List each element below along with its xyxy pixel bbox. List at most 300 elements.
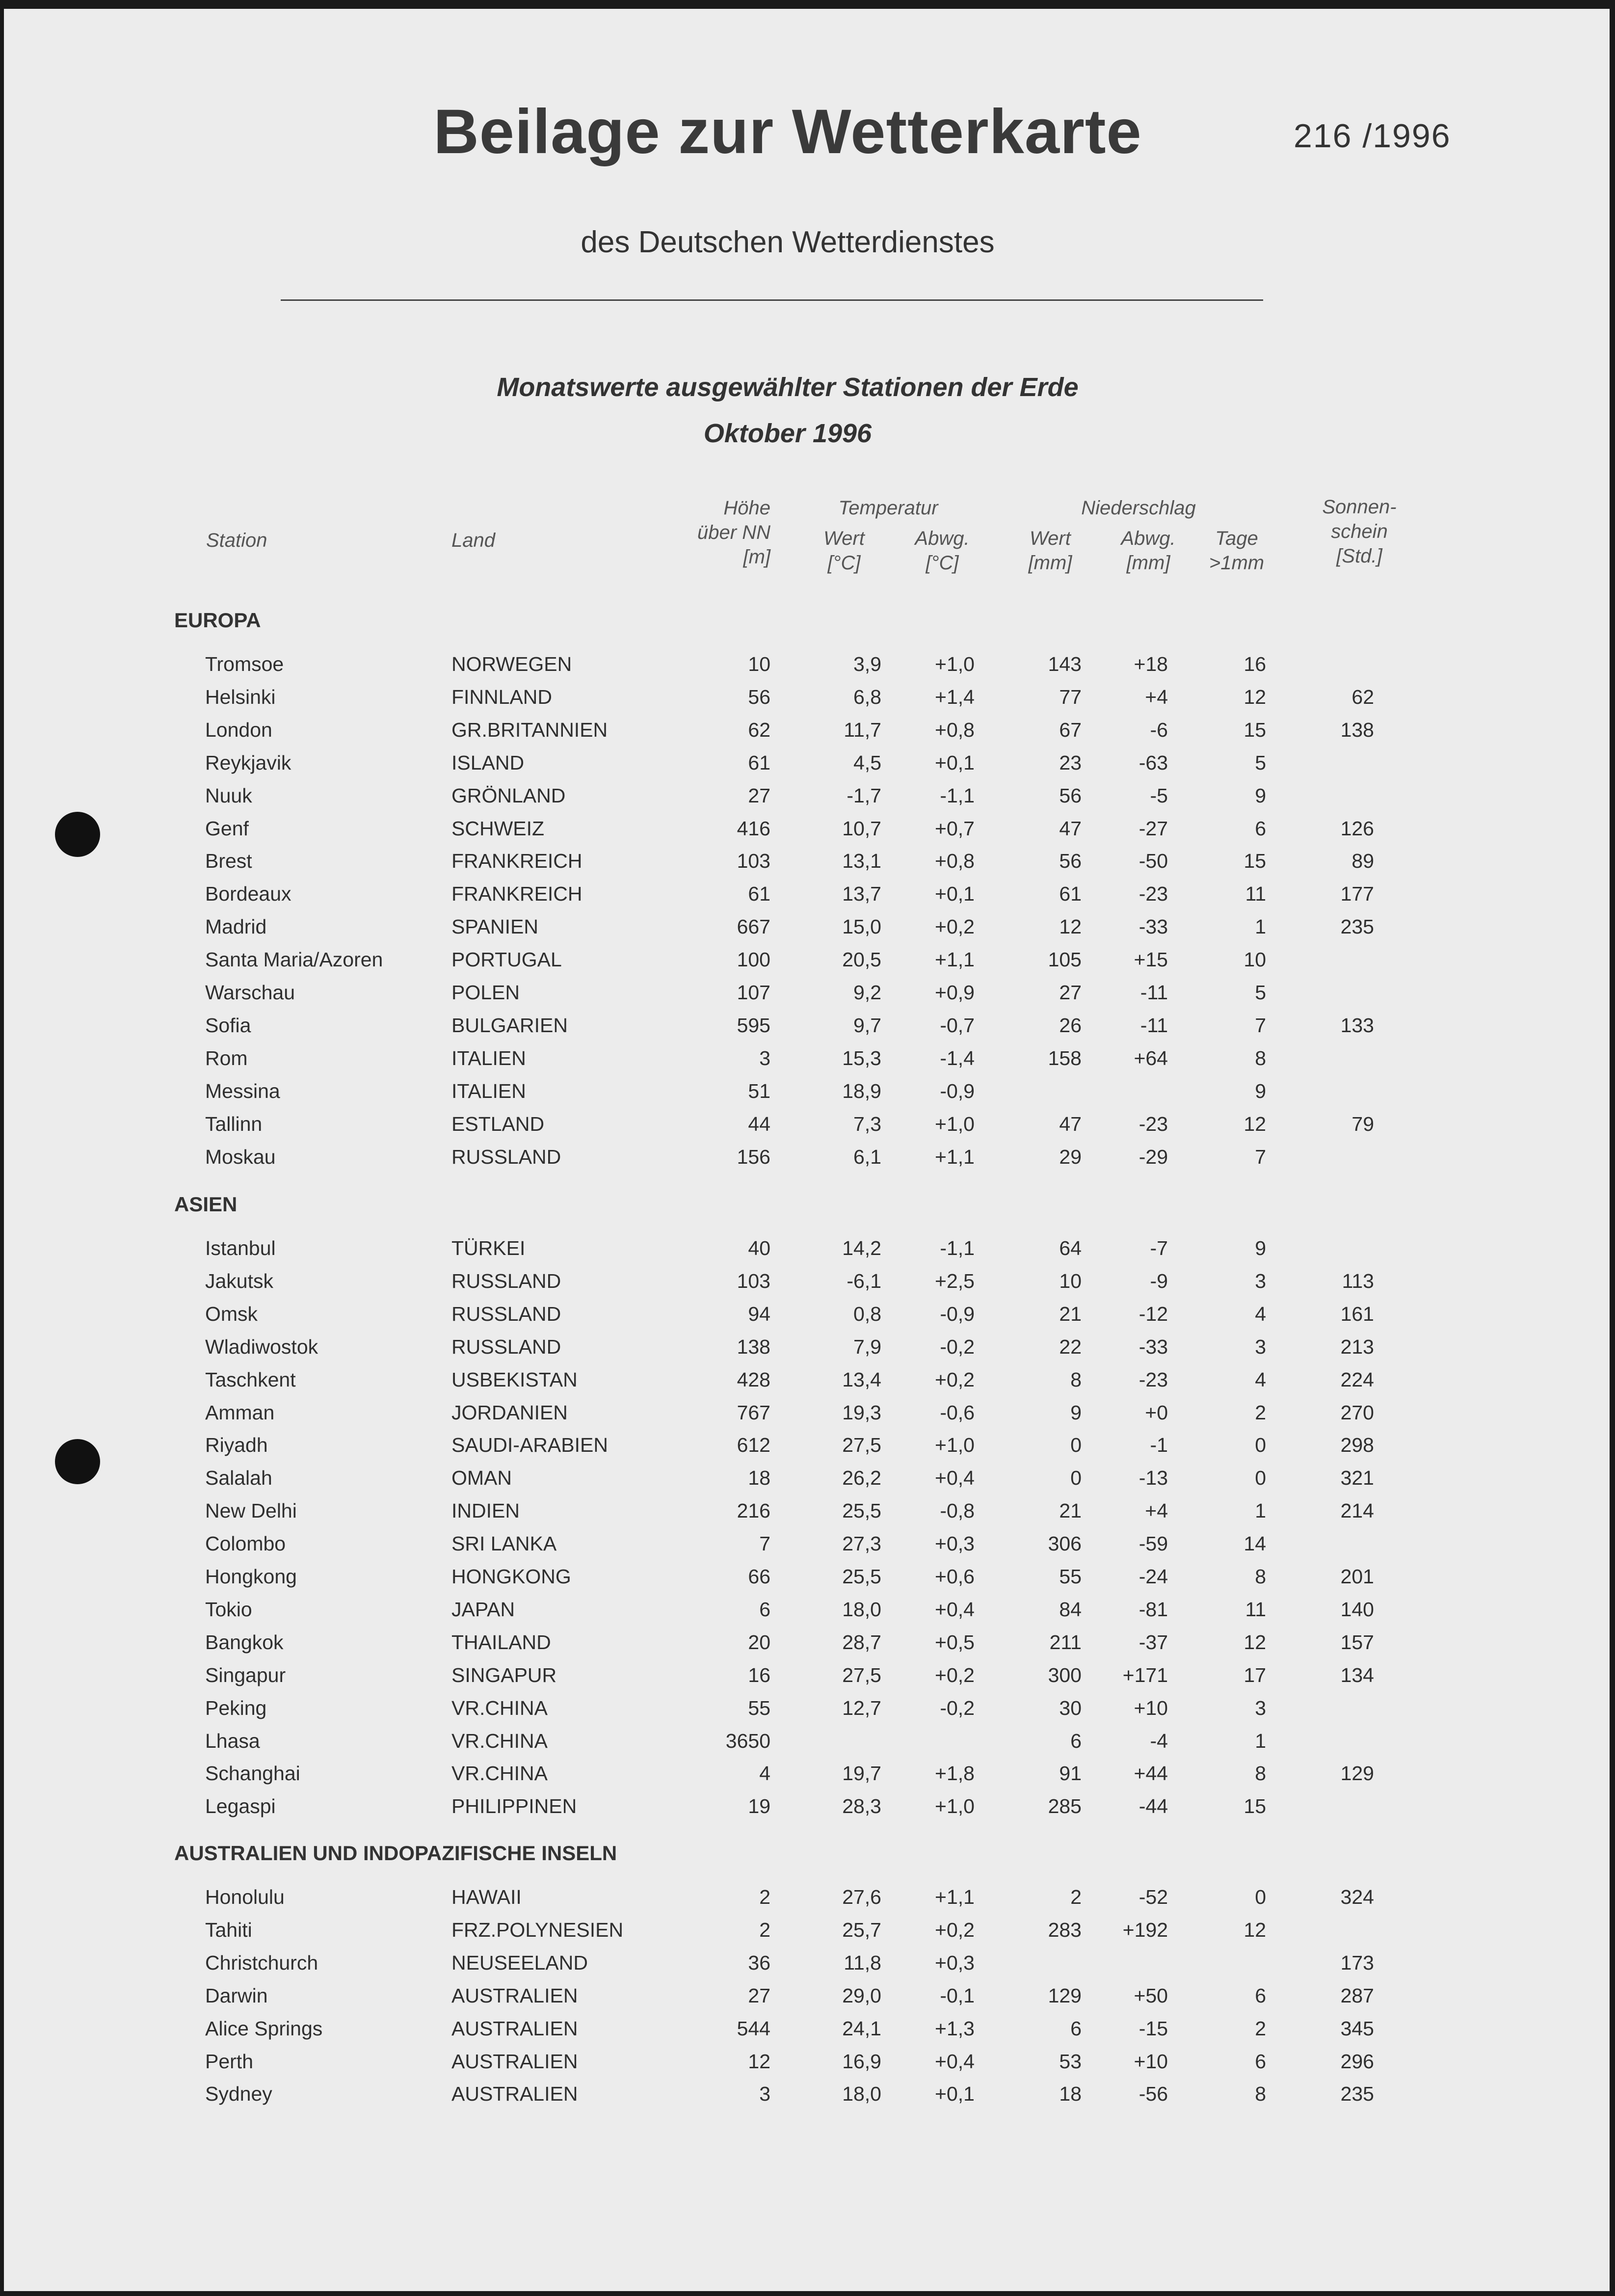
temp-value: 6,8: [853, 685, 881, 708]
sunshine-hours: 287: [1340, 1984, 1374, 2007]
sunshine-hours: 270: [1340, 1401, 1374, 1424]
altitude: 103: [737, 850, 770, 873]
precip-deviation: +4: [1145, 685, 1168, 708]
sunshine-hours: 296: [1340, 2050, 1374, 2073]
precip-deviation: -13: [1138, 1467, 1168, 1490]
altitude: 61: [748, 751, 770, 774]
precip-value: 0: [1070, 1434, 1082, 1457]
temp-deviation: -0,7: [940, 1014, 975, 1037]
country: AUSTRALIEN: [451, 2082, 578, 2106]
temp-value: 6,1: [853, 1145, 881, 1168]
precip-value: 105: [1048, 948, 1082, 971]
precip-deviation: -9: [1150, 1269, 1168, 1292]
temp-deviation: +0,5: [935, 1630, 975, 1654]
table-row: [0, 784, 1615, 814]
station-name: Sofia: [205, 1014, 251, 1037]
altitude: 544: [737, 2017, 770, 2040]
precip-deviation: +0: [1145, 1401, 1168, 1424]
precip-deviation: -81: [1138, 1598, 1168, 1621]
altitude: 10: [748, 653, 770, 675]
col-nied-wert: Wert [mm]: [1028, 528, 1072, 574]
temp-value: 12,7: [842, 1696, 881, 1719]
precip-deviation: -33: [1138, 915, 1168, 938]
col-sonnenschein: Sonnen- schein [Std.]: [1322, 496, 1397, 567]
precip-deviation: +50: [1134, 1984, 1168, 2007]
temp-value: 18,0: [842, 1598, 881, 1621]
precip-deviation: -50: [1138, 850, 1168, 873]
col-station: Station: [206, 530, 267, 551]
altitude: 12: [748, 2050, 770, 2073]
temp-deviation: +0,4: [935, 2050, 975, 2073]
temp-deviation: +0,1: [935, 882, 975, 906]
table-row: [0, 1270, 1615, 1299]
station-name: Wladiwostok: [205, 1335, 318, 1358]
table-row: [0, 751, 1615, 781]
table-row: [0, 1951, 1615, 1981]
precip-days: 9: [1255, 1237, 1266, 1259]
precip-deviation: +171: [1122, 1663, 1168, 1686]
precip-days: 15: [1244, 1795, 1266, 1818]
precip-deviation: +10: [1134, 1696, 1168, 1719]
temp-value: 25,7: [842, 1918, 881, 1941]
temp-value: 25,5: [842, 1499, 881, 1522]
precip-value: 285: [1048, 1795, 1082, 1818]
country: TÜRKEI: [451, 1237, 526, 1259]
sunshine-hours: 224: [1340, 1368, 1374, 1391]
country: HAWAII: [451, 1886, 522, 1908]
precip-days: 2: [1255, 1401, 1266, 1424]
temp-value: -6,1: [847, 1269, 881, 1292]
sunshine-hours: 140: [1340, 1598, 1374, 1621]
precip-days: 6: [1255, 1984, 1266, 2007]
table-heading: Monatswerte ausgewählter Stationen der Erde: [497, 373, 1079, 402]
temp-value: 13,1: [842, 850, 881, 873]
temp-value: 27,5: [842, 1663, 881, 1686]
precip-days: 17: [1244, 1663, 1266, 1686]
country: VR.CHINA: [451, 1729, 548, 1752]
altitude: 44: [748, 1112, 770, 1135]
temp-deviation: +0,4: [935, 1598, 975, 1621]
temp-value: 29,0: [842, 1984, 881, 2007]
table-row: [0, 1401, 1615, 1431]
station-name: Messina: [205, 1079, 280, 1102]
country: SPANIEN: [451, 915, 538, 938]
precip-days: 8: [1255, 1046, 1266, 1069]
temp-value: 27,3: [842, 1532, 881, 1555]
altitude: 56: [748, 685, 770, 708]
station-name: Singapur: [205, 1663, 286, 1686]
table-row: [0, 1631, 1615, 1660]
temp-deviation: +0,7: [935, 817, 975, 840]
temp-value: 27,6: [842, 1886, 881, 1908]
temp-value: 3,9: [853, 653, 881, 675]
country: OMAN: [451, 1467, 512, 1490]
altitude: 36: [748, 1951, 770, 1974]
precip-deviation: -1: [1150, 1434, 1168, 1457]
table-row: [0, 1434, 1615, 1463]
precip-deviation: -59: [1138, 1532, 1168, 1555]
precip-days: 12: [1244, 1630, 1266, 1654]
station-name: New Delhi: [205, 1499, 297, 1522]
sunshine-hours: 134: [1340, 1663, 1374, 1686]
station-name: Peking: [205, 1696, 267, 1719]
temp-deviation: +2,5: [935, 1269, 975, 1292]
temp-deviation: -1,1: [940, 1237, 975, 1259]
station-name: Lhasa: [205, 1729, 260, 1752]
precip-days: 12: [1244, 685, 1266, 708]
precip-days: 9: [1255, 1079, 1266, 1102]
altitude: 62: [748, 718, 770, 741]
precip-days: 0: [1255, 1467, 1266, 1490]
precip-days: 1: [1255, 1729, 1266, 1752]
altitude: 156: [737, 1145, 770, 1168]
table-row: [0, 653, 1615, 682]
precip-value: 211: [1049, 1630, 1082, 1654]
station-name: Moskau: [205, 1145, 276, 1168]
station-name: Istanbul: [205, 1237, 276, 1259]
precip-deviation: -33: [1138, 1335, 1168, 1358]
altitude: 61: [748, 882, 770, 906]
precip-days: 6: [1255, 2050, 1266, 2073]
temp-value: 19,3: [842, 1401, 881, 1424]
station-name: Schanghai: [205, 1762, 300, 1785]
precip-value: 47: [1059, 817, 1082, 840]
precip-value: 306: [1048, 1532, 1082, 1555]
station-name: Brest: [205, 850, 252, 873]
precip-value: 56: [1059, 850, 1082, 873]
precip-deviation: -6: [1150, 718, 1168, 741]
sunshine-hours: 62: [1351, 685, 1374, 708]
altitude: 4: [759, 1762, 770, 1785]
station-name: Bordeaux: [205, 882, 291, 906]
station-name: Tromsoe: [205, 653, 284, 675]
precip-days: 1: [1255, 1499, 1266, 1522]
precip-value: 18: [1059, 2082, 1082, 2106]
issue-number: 216 /1996: [1294, 117, 1451, 155]
precip-days: 3: [1255, 1696, 1266, 1719]
country: AUSTRALIEN: [451, 1984, 578, 2007]
altitude: 3650: [725, 1729, 770, 1752]
temp-deviation: +0,3: [935, 1532, 975, 1555]
country: AUSTRALIEN: [451, 2050, 578, 2073]
temp-deviation: -0,6: [940, 1401, 975, 1424]
temp-value: 16,9: [842, 2050, 881, 2073]
precip-deviation: -23: [1138, 1112, 1168, 1135]
temp-deviation: +1,0: [935, 1112, 975, 1135]
document-subtitle: des Deutschen Wetterdienstes: [581, 225, 995, 259]
precip-value: 56: [1059, 784, 1082, 807]
table-row: [0, 1080, 1615, 1109]
temp-value: 7,9: [853, 1335, 881, 1358]
altitude: 3: [759, 2082, 770, 2106]
station-name: Salalah: [205, 1467, 272, 1490]
altitude: 19: [748, 1795, 770, 1818]
temp-deviation: +0,3: [935, 1951, 975, 1974]
precip-days: 3: [1255, 1335, 1266, 1358]
precip-deviation: -63: [1138, 751, 1168, 774]
table-row: [0, 1467, 1615, 1496]
precip-days: 0: [1255, 1434, 1266, 1457]
precip-days: 8: [1255, 2082, 1266, 2106]
precip-deviation: -24: [1138, 1565, 1168, 1588]
precip-value: 61: [1059, 882, 1082, 906]
sunshine-hours: 177: [1340, 882, 1374, 906]
precip-value: 29: [1059, 1145, 1082, 1168]
temp-value: 4,5: [853, 751, 881, 774]
country: PORTUGAL: [451, 948, 562, 971]
country: PHILIPPINEN: [451, 1795, 577, 1818]
temp-deviation: +1,0: [935, 1434, 975, 1457]
sunshine-hours: 201: [1340, 1565, 1374, 1588]
temp-deviation: +0,2: [935, 1663, 975, 1686]
precip-deviation: +18: [1134, 653, 1168, 675]
temp-deviation: -1,4: [940, 1046, 975, 1069]
col-niederschlag: Niederschlag: [1081, 497, 1196, 519]
temp-value: 20,5: [842, 948, 881, 971]
precip-days: 15: [1244, 718, 1266, 741]
sunshine-hours: 324: [1340, 1886, 1374, 1908]
station-name: Warschau: [205, 981, 295, 1004]
precip-value: 55: [1059, 1565, 1082, 1588]
altitude: 27: [748, 1984, 770, 2007]
altitude: 16: [748, 1663, 770, 1686]
table-row: [0, 686, 1615, 715]
sunshine-hours: 79: [1351, 1112, 1374, 1135]
station-name: Amman: [205, 1401, 275, 1424]
sunshine-hours: 89: [1351, 850, 1374, 873]
altitude: 40: [748, 1237, 770, 1259]
precip-value: 27: [1059, 981, 1082, 1004]
sunshine-hours: 126: [1340, 817, 1374, 840]
precip-days: 12: [1244, 1112, 1266, 1135]
table-row: [0, 719, 1615, 748]
sunshine-hours: 129: [1340, 1762, 1374, 1785]
altitude: 6: [759, 1598, 770, 1621]
station-name: London: [205, 718, 272, 741]
table-row: [0, 948, 1615, 978]
country: JAPAN: [451, 1598, 515, 1621]
temp-deviation: -0,9: [940, 1079, 975, 1102]
country: USBEKISTAN: [451, 1368, 578, 1391]
section-heading: EUROPA: [174, 609, 261, 632]
country: RUSSLAND: [451, 1269, 561, 1292]
temp-value: 11,7: [844, 718, 881, 741]
station-name: Tahiti: [205, 1918, 252, 1941]
table-row: [0, 2050, 1615, 2080]
precip-value: 22: [1059, 1335, 1082, 1358]
temp-value: 18,0: [842, 2082, 881, 2106]
country: ESTLAND: [451, 1112, 545, 1135]
table-row: [0, 1146, 1615, 1175]
precip-days: 1: [1255, 915, 1266, 938]
precip-value: 283: [1048, 1918, 1082, 1941]
station-name: Christchurch: [205, 1951, 318, 1974]
temp-value: 15,3: [842, 1046, 881, 1069]
country: JORDANIEN: [451, 1401, 568, 1424]
precip-deviation: +4: [1145, 1499, 1168, 1522]
header-divider: [281, 299, 1263, 301]
temp-deviation: +0,2: [935, 1918, 975, 1941]
precip-days: 4: [1255, 1368, 1266, 1391]
table-row: [0, 1303, 1615, 1332]
precip-deviation: -37: [1138, 1630, 1168, 1654]
country: ITALIEN: [451, 1079, 526, 1102]
table-row: [0, 850, 1615, 879]
precip-days: 12: [1244, 1918, 1266, 1941]
temp-deviation: -0,2: [940, 1696, 975, 1719]
temp-deviation: +0,1: [935, 751, 975, 774]
precip-value: 143: [1048, 653, 1082, 675]
station-name: Helsinki: [205, 685, 276, 708]
precip-value: 158: [1048, 1046, 1082, 1069]
altitude: 20: [748, 1630, 770, 1654]
precip-value: 21: [1059, 1302, 1082, 1325]
precip-value: 64: [1059, 1237, 1082, 1259]
precip-value: 8: [1070, 1368, 1082, 1391]
country: VR.CHINA: [451, 1762, 548, 1785]
precip-value: 26: [1059, 1014, 1082, 1037]
temp-deviation: -0,2: [940, 1335, 975, 1358]
country: NORWEGEN: [451, 653, 572, 675]
precip-deviation: -11: [1140, 1014, 1168, 1037]
altitude: 51: [748, 1079, 770, 1102]
precip-value: 2: [1070, 1886, 1082, 1908]
country: POLEN: [451, 981, 520, 1004]
altitude: 2: [759, 1886, 770, 1908]
sunshine-hours: 161: [1340, 1302, 1374, 1325]
table-row: [0, 882, 1615, 912]
country: FRZ.POLYNESIEN: [451, 1918, 624, 1941]
station-name: Alice Springs: [205, 2017, 323, 2040]
station-name: Taschkent: [205, 1368, 296, 1391]
precip-deviation: -29: [1138, 1145, 1168, 1168]
precip-deviation: -44: [1138, 1795, 1168, 1818]
altitude: 18: [748, 1467, 770, 1490]
sunshine-hours: 214: [1340, 1499, 1374, 1522]
temp-deviation: +0,2: [935, 915, 975, 938]
temp-deviation: +0,6: [935, 1565, 975, 1588]
temp-value: 9,7: [853, 1014, 881, 1037]
altitude: 55: [748, 1696, 770, 1719]
temp-deviation: +1,0: [935, 653, 975, 675]
country: SCHWEIZ: [451, 817, 545, 840]
sunshine-hours: 235: [1340, 915, 1374, 938]
altitude: 94: [748, 1302, 770, 1325]
precip-days: 7: [1255, 1014, 1266, 1037]
country: ITALIEN: [451, 1046, 526, 1069]
country: THAILAND: [451, 1630, 551, 1654]
temp-value: 27,5: [842, 1434, 881, 1457]
precip-days: 14: [1244, 1532, 1266, 1555]
country: NEUSEELAND: [451, 1951, 588, 1974]
document-title: Beilage zur Wetterkarte: [433, 97, 1142, 167]
temp-deviation: +0,9: [935, 981, 975, 1004]
table-row: [0, 1598, 1615, 1628]
altitude: 2: [759, 1918, 770, 1941]
col-temp-wert: Wert [°C]: [823, 528, 865, 574]
temp-value: 24,1: [842, 2017, 881, 2040]
sunshine-hours: 173: [1340, 1951, 1374, 1974]
temp-value: 28,7: [842, 1630, 881, 1654]
country: FRANKREICH: [451, 850, 582, 873]
table-row: [0, 1113, 1615, 1142]
precip-value: 47: [1059, 1112, 1082, 1135]
temp-deviation: +0,8: [935, 850, 975, 873]
station-name: Tallinn: [205, 1112, 263, 1135]
table-row: [0, 1237, 1615, 1266]
precip-value: 67: [1059, 718, 1082, 741]
sunshine-hours: 235: [1340, 2082, 1374, 2106]
country: SAUDI-ARABIEN: [451, 1434, 608, 1457]
temp-value: -1,7: [847, 784, 881, 807]
section-heading: ASIEN: [174, 1193, 238, 1216]
sunshine-hours: 321: [1340, 1467, 1374, 1490]
temp-value: 14,2: [842, 1237, 881, 1259]
precip-value: 23: [1059, 751, 1082, 774]
altitude: 7: [759, 1532, 770, 1555]
col-nied-abwg: Abwg. [mm]: [1121, 528, 1176, 574]
sunshine-hours: 213: [1340, 1335, 1374, 1358]
temp-value: 10,7: [842, 817, 881, 840]
country: GRÖNLAND: [451, 784, 566, 807]
country: GR.BRITANNIEN: [451, 718, 608, 741]
precip-days: 5: [1255, 751, 1266, 774]
temp-value: 0,8: [853, 1302, 881, 1325]
precip-deviation: +64: [1134, 1046, 1168, 1069]
precip-deviation: -15: [1138, 2017, 1168, 2040]
precip-deviation: -56: [1138, 2082, 1168, 2106]
temp-deviation: +0,1: [935, 2082, 975, 2106]
sunshine-hours: 298: [1340, 1434, 1374, 1457]
temp-value: 11,8: [844, 1951, 881, 1974]
station-name: Sydney: [205, 2082, 272, 2106]
precip-deviation: +192: [1122, 1918, 1168, 1941]
precip-days: 0: [1255, 1886, 1266, 1908]
station-name: Perth: [205, 2050, 253, 2073]
sunshine-hours: 157: [1340, 1630, 1374, 1654]
temp-deviation: +1,8: [935, 1762, 975, 1785]
precip-value: 84: [1059, 1598, 1082, 1621]
precip-value: 6: [1070, 1729, 1082, 1752]
precip-deviation: -11: [1140, 981, 1168, 1004]
temp-deviation: -0,8: [940, 1499, 975, 1522]
table-row: [0, 2017, 1615, 2047]
temp-deviation: +1,1: [935, 948, 975, 971]
precip-days: 8: [1255, 1565, 1266, 1588]
table-row: [0, 1499, 1615, 1529]
temp-deviation: +0,8: [935, 718, 975, 741]
temp-deviation: +1,0: [935, 1795, 975, 1818]
precip-deviation: -12: [1138, 1302, 1168, 1325]
col-hoehe: Höhe über NN [m]: [697, 497, 770, 568]
precip-deviation: +15: [1134, 948, 1168, 971]
precip-deviation: -27: [1138, 817, 1168, 840]
table-row: [0, 1795, 1615, 1824]
altitude: 428: [737, 1368, 770, 1391]
col-nied-tage: Tage >1mm: [1209, 528, 1265, 574]
country: VR.CHINA: [451, 1696, 548, 1719]
altitude: 3: [759, 1046, 770, 1069]
station-name: Darwin: [205, 1984, 268, 2007]
temp-value: 7,3: [853, 1112, 881, 1135]
temp-value: 26,2: [842, 1467, 881, 1490]
temp-value: 28,3: [842, 1795, 881, 1818]
table-row: [0, 1886, 1615, 1915]
table-row: [0, 1368, 1615, 1398]
altitude: 767: [737, 1401, 770, 1424]
precip-value: 91: [1059, 1762, 1082, 1785]
precip-value: 10: [1059, 1269, 1082, 1292]
